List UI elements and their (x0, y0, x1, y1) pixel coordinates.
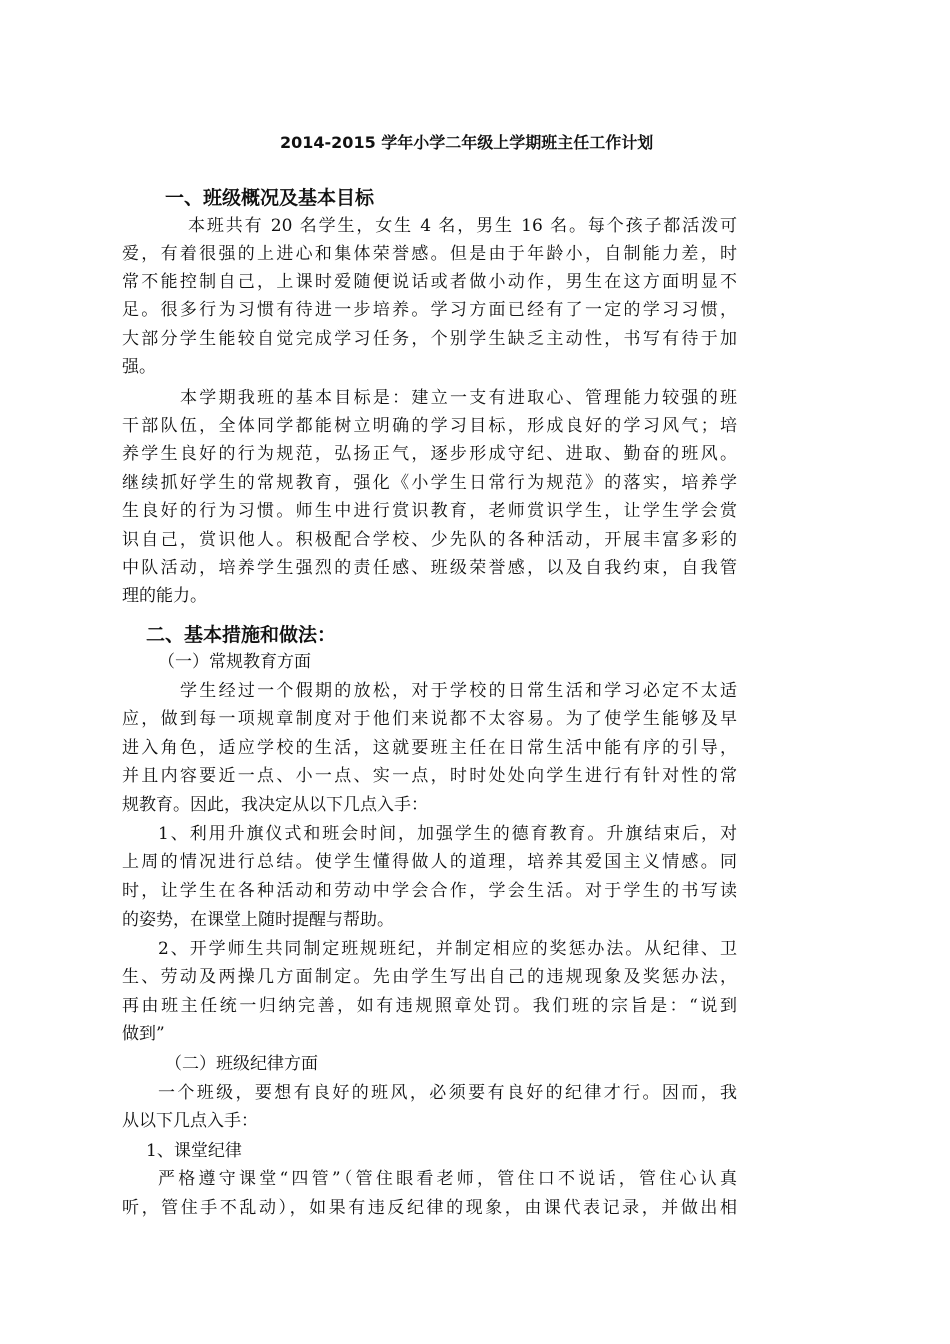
paragraph-line: 本学期我班的基本目标是：建立一支有进取心、管理能力较强的班 (180, 388, 737, 408)
list-item-line: 再由班主任统一归纳完善，如有违规照章处罚。我们班的宗旨是：“说到 (122, 996, 737, 1016)
document-title: 2014-2015 学年小学二年级上学期班主任工作计划 (280, 133, 654, 152)
list-item-line: 上周的情况进行总结。使学生懂得做人的道理，培养其爱国主义情感。同 (122, 852, 737, 872)
list-item-title: 1、课堂纪律 (146, 1141, 242, 1161)
list-item-line: 做到” (122, 1024, 165, 1044)
paragraph-line: 干部队伍，全体同学都能树立明确的学习目标，形成良好的学习风气；培 (122, 416, 737, 436)
paragraph-line: 进入角色，适应学校的生活，这就要班主任在日常生活中能有序的引导， (122, 738, 737, 758)
list-item-line: 2、开学师生共同制定班规班纪，并制定相应的奖惩办法。从纪律、卫 (158, 939, 737, 959)
paragraph-line: 严格遵守课堂“四管”（管住眼看老师，管住口不说话，管住心认真 (158, 1169, 737, 1189)
paragraph-line: 继续抓好学生的常规教育，强化《小学生日常行为规范》的落实，培养学 (122, 473, 737, 493)
paragraph-line: 理的能力。 (122, 586, 207, 606)
paragraph-line: 养学生良好的行为规范，弘扬正气，逐步形成守纪、进取、勤奋的班风。 (122, 444, 737, 464)
paragraph-line: 大部分学生能较自觉完成学习任务，个别学生缺乏主动性，书写有待于加 (122, 329, 737, 349)
list-item-line: 的姿势，在课堂上随时提醒与帮助。 (122, 910, 394, 930)
paragraph-line: 强。 (122, 357, 156, 377)
list-item-line: 1、利用升旗仪式和班会时间，加强学生的德育教育。升旗结束后，对 (158, 824, 737, 844)
paragraph-line: 应，做到每一项规章制度对于他们来说都不太容易。为了使学生能够及早 (122, 709, 737, 729)
paragraph-line: 学生经过一个假期的放松，对于学校的日常生活和学习必定不太适 (180, 681, 737, 701)
paragraph-line: 中队活动，培养学生强烈的责任感、班级荣誉感，以及自我约束，自我管 (122, 558, 737, 578)
paragraph-line: 一个班级，要想有良好的班风，必须要有良好的纪律才行。因而，我 (158, 1083, 737, 1103)
section-1-heading: 一、班级概况及基本目标 (165, 187, 375, 209)
paragraph-line: 生良好的行为习惯。师生中进行赏识教育，老师赏识学生，让学生学会赏 (122, 501, 737, 521)
paragraph-line: 从以下几点入手： (122, 1111, 258, 1131)
list-item-line: 时，让学生在各种活动和劳动中学会合作，学会生活。对于学生的书写读 (122, 881, 737, 901)
paragraph-line: 爱，有着很强的上进心和集体荣誉感。但是由于年龄小，自制能力差，时 (122, 244, 737, 264)
paragraph-line: 常不能控制自己，上课时爱随便说话或者做小动作，男生在这方面明显不 (122, 272, 737, 292)
paragraph-line: 足。很多行为习惯有待进一步培养。学习方面已经有了一定的学习习惯， (122, 300, 737, 320)
paragraph-line: 并且内容要近一点、小一点、实一点，时时处处向学生进行有针对性的常 (122, 766, 737, 786)
list-item-line: 生、劳动及两操几方面制定。先由学生写出自己的违规现象及奖惩办法， (122, 967, 737, 987)
paragraph-line: 规教育。因此，我决定从以下几点入手： (122, 795, 428, 815)
paragraph-line: 听，管住手不乱动），如果有违反纪律的现象，由课代表记录，并做出相 (122, 1198, 737, 1218)
section-2-heading: 二、基本措施和做法： (146, 624, 337, 646)
subsection-heading: （一）常规教育方面 (158, 652, 311, 672)
paragraph-line: 本班共有 20 名学生，女生 4 名，男生 16 名。每个孩子都活泼可 (188, 216, 737, 236)
paragraph-line: 识自己，赏识他人。积极配合学校、少先队的各种活动，开展丰富多彩的 (122, 530, 737, 550)
subsection-heading: （二）班级纪律方面 (165, 1054, 318, 1074)
